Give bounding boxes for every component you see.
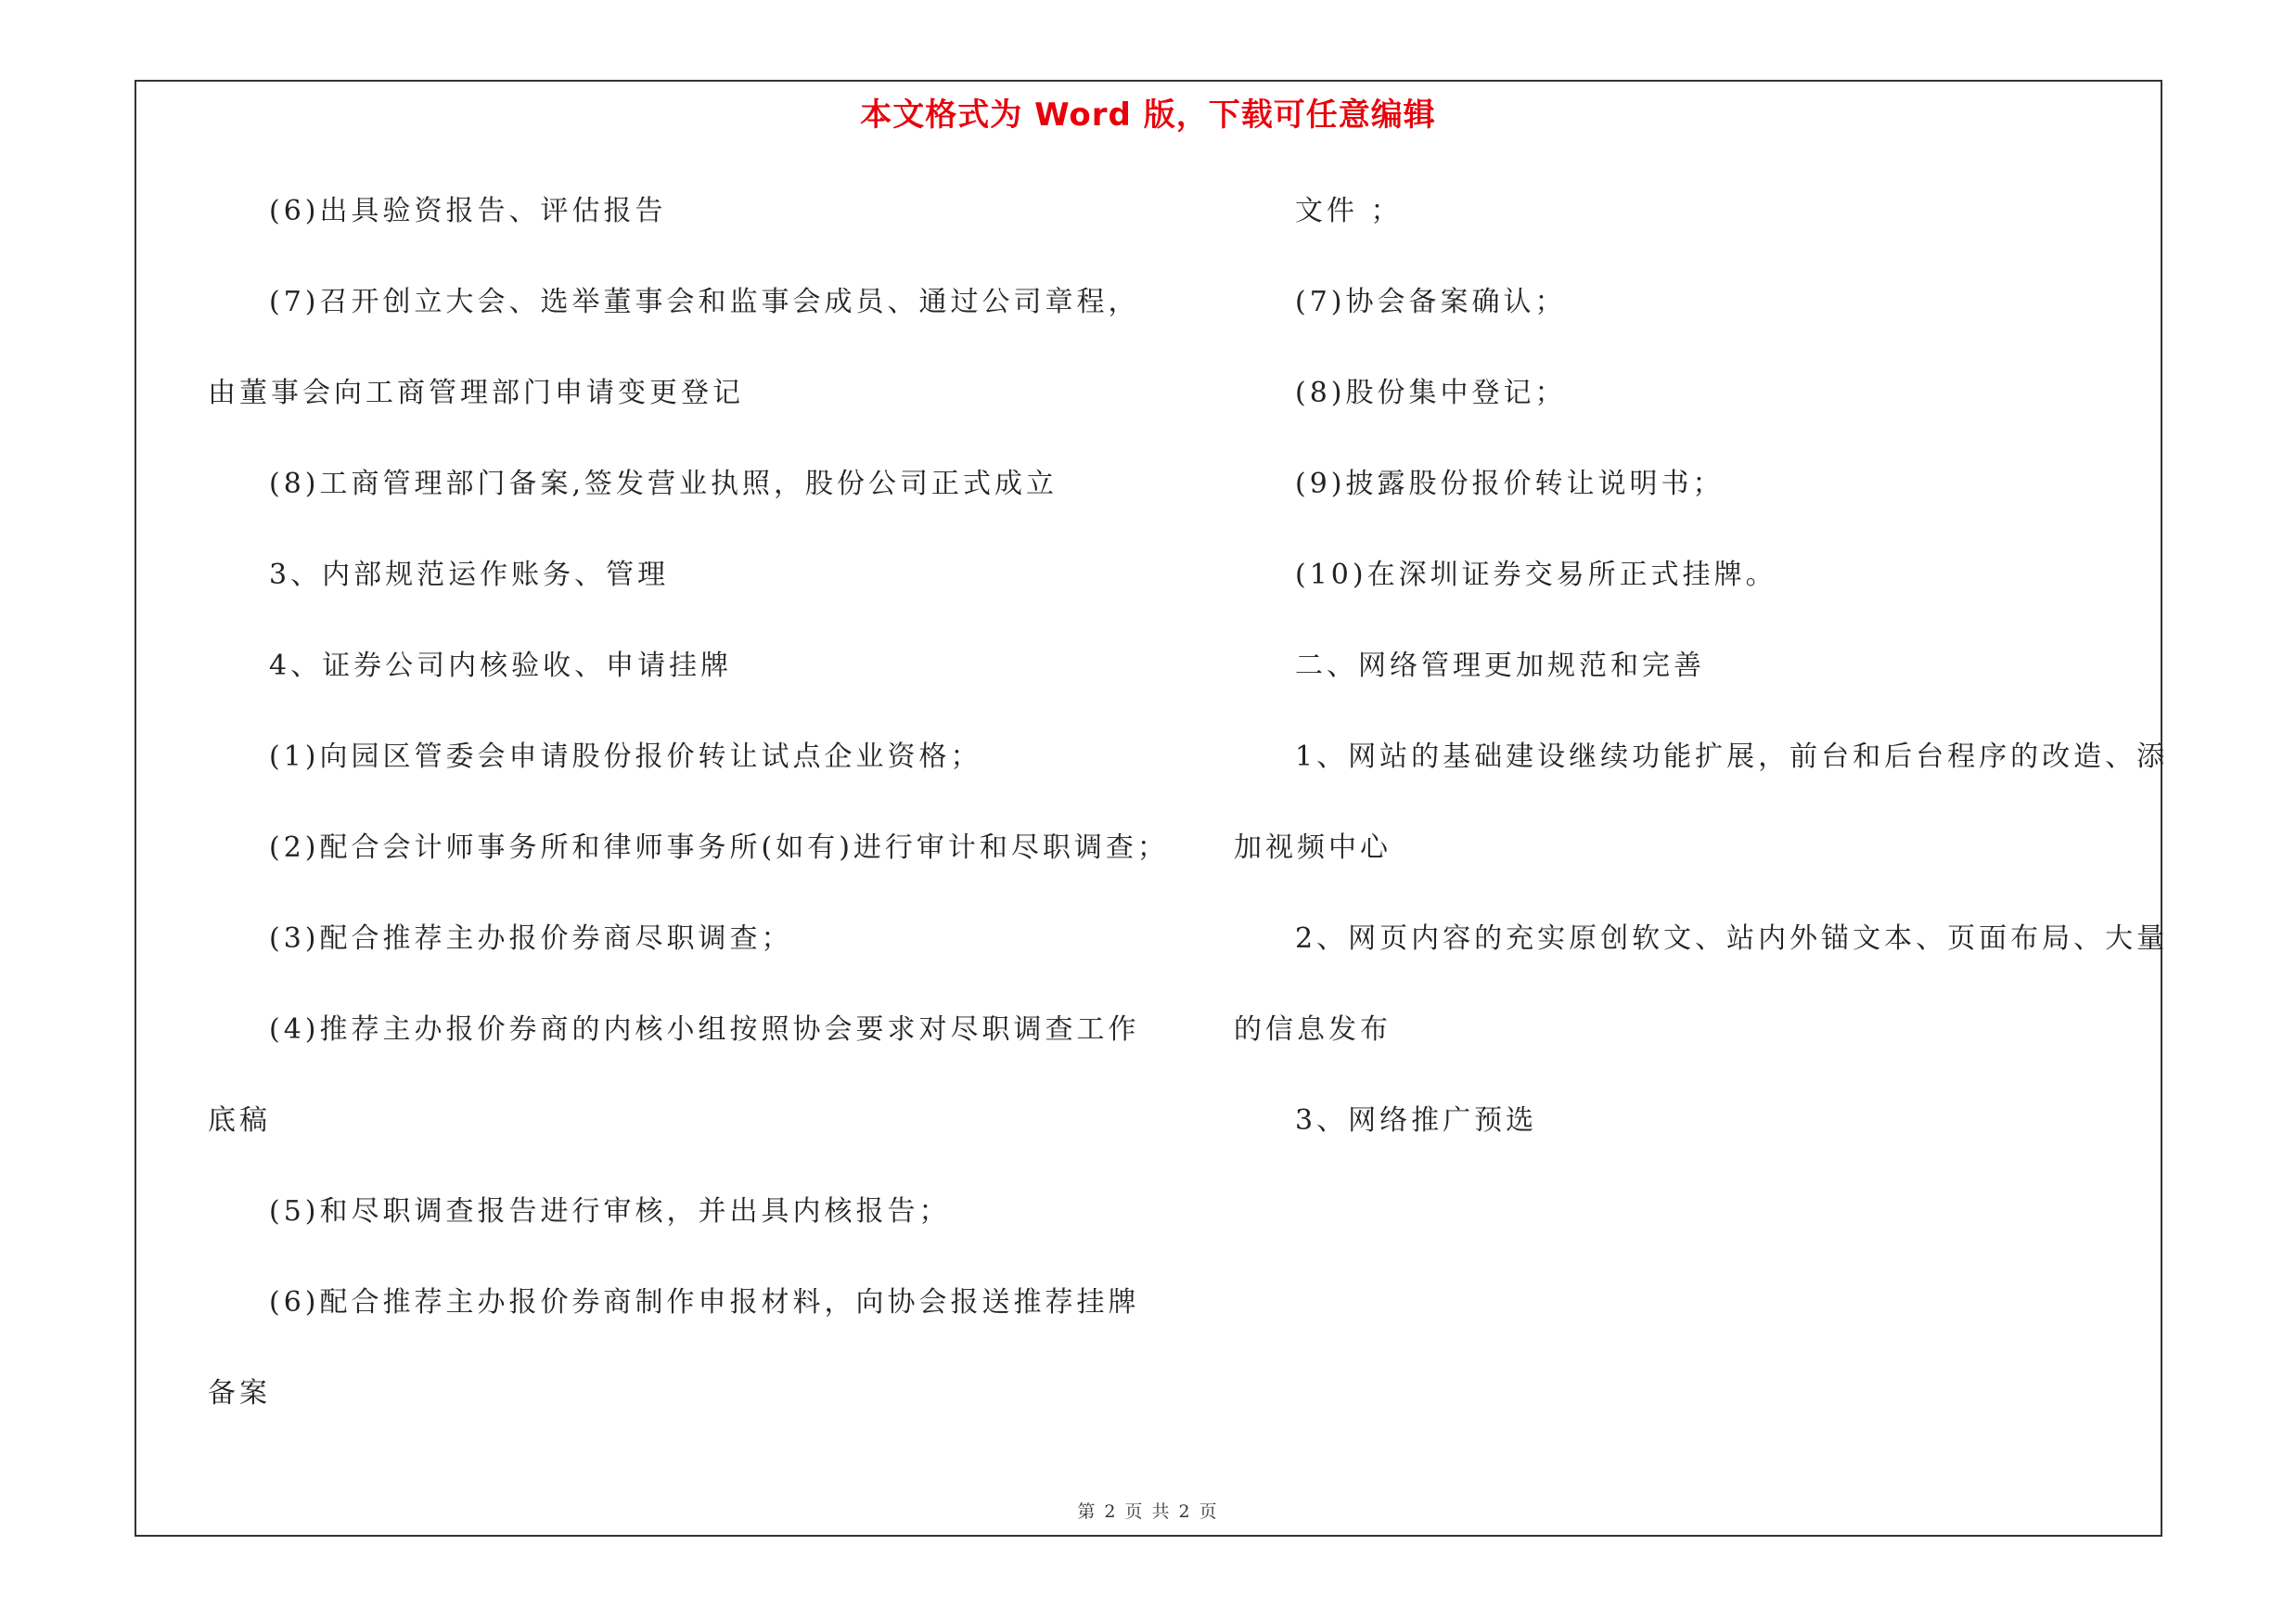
left-column-line: 底稿 [208, 1104, 271, 1137]
left-column-line: (1)向园区管委会申请股份报价转让试点企业资格； [269, 741, 982, 773]
right-column-line: 2、网页内容的充实原创软文、站内外锚文本、页面布局、大量 [1295, 922, 2169, 955]
right-column-line: 3、网络推广预选 [1295, 1104, 1538, 1137]
left-column-line: (4)推荐主办报价券商的内核小组按照协会要求对尽职调查工作 [269, 1013, 1140, 1046]
right-column-line: 文件 ； [1295, 195, 1403, 227]
right-column-line: 二、网络管理更加规范和完善 [1295, 650, 1705, 682]
right-column-line: (9)披露股份报价转让说明书； [1295, 468, 1725, 500]
page-number-footer: 第 2 页 共 2 页 [1077, 1501, 1219, 1522]
left-column-line: (8)工商管理部门备案,签发营业执照，股份公司正式成立 [269, 468, 1058, 500]
word-format-banner: 本文格式为 Word 版，下载可任意编辑 [860, 97, 1436, 134]
left-column-line: (2)配合会计师事务所和律师事务所(如有)进行审计和尽职调查； [269, 831, 1169, 864]
left-column-line: (6)出具验资报告、评估报告 [269, 195, 667, 227]
left-column-line: (7)召开创立大会、选举董事会和监事会成员、通过公司章程， [269, 286, 1140, 318]
right-column-line: (8)股份集中登记； [1295, 377, 1567, 409]
left-text-column [208, 182, 1210, 1455]
right-column-line: 的信息发布 [1234, 1013, 1392, 1046]
right-column-line: (7)协会备案确认； [1295, 286, 1567, 318]
left-column-line: (6)配合推荐主办报价券商制作申报材料，向协会报送推荐挂牌 [269, 1286, 1140, 1319]
left-column-line: (3)配合推荐主办报价券商尽职调查； [269, 922, 793, 955]
left-column-line: 备案 [208, 1377, 271, 1410]
left-column-line: 由董事会向工商管理部门申请变更登记 [208, 377, 744, 409]
left-column-line: 4、证券公司内核验收、申请挂牌 [269, 650, 733, 682]
right-column-line: 加视频中心 [1234, 831, 1392, 864]
right-text-column [1234, 182, 2169, 1182]
right-column-line: 1、网站的基础建设继续功能扩展，前台和后台程序的改造、添 [1295, 741, 2169, 773]
left-column-line: (5)和尽职调查报告进行审核，并出具内核报告； [269, 1195, 951, 1228]
right-column-line: (10)在深圳证券交易所正式挂牌。 [1295, 559, 1777, 591]
left-column-line: 3、内部规范运作账务、管理 [269, 559, 670, 591]
